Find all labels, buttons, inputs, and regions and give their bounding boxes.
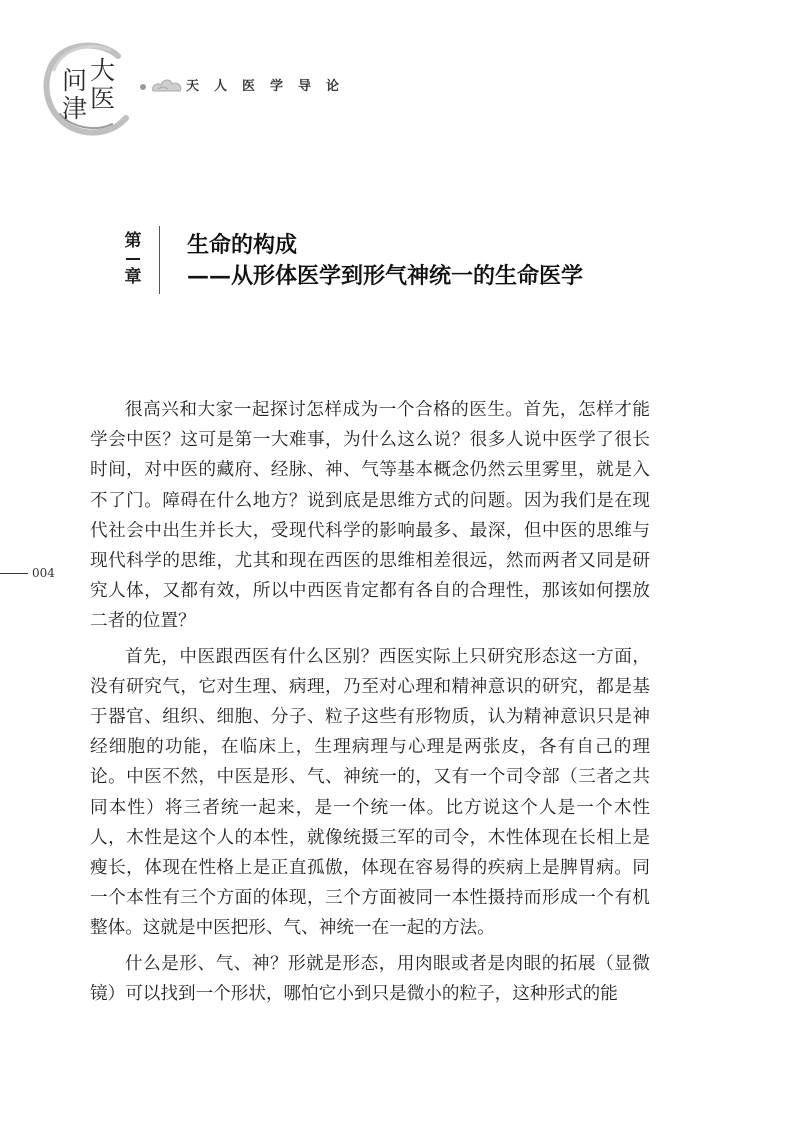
paragraph: 很高兴和大家一起探讨怎样成为一个合格的医生。首先，怎样才能学会中医？这可是第一大难事，为什么这么说？很多人说中医学了很长时间，对中医的藏府、经脉、神、气等基本概念仍然云里雾里，就是入不了门。障碍在什么地方？说到底是思维方式的问题。因为我们是在现代社会中出生并长大，受现代科学的影响最多、最深，但中医的思维与现代科学的思维，尤其和现在西医的思维相差很远，然而两者又同是研究人体，又都有效，所以中西医肯定都有各自的合理性，那该如何摆放二者的位置？ xyxy=(90,400,650,632)
page-number xyxy=(0,566,55,580)
chapter-label-top: 第 xyxy=(124,231,142,251)
paragraph: 首先，中医跟西医有什么区别？西医实际上只研究形态这一方面，没有研究气，它对生理、病理，乃至对心理和精神意识的研究，都是基于器官、组织、细胞、分子、粒子这些有形物质，认为精神意识只是神经细胞的功能，在临床上，生理病理与心理是两张皮，各有自己的理论。中医不然，中医是形、气、神统一的，又有一个司令部（三者之共同本性）将三者统一起来，是一个统一体。比方说这个人是一个木性人，木性是这个人的本性，就像统摄三军的司令，木性体现在长相上是瘦长，体现在性格上是正直孤傲，体现在容易得的疾病上是脾胃病。同一个本性有三个方面的体现，三个方面被同一本性摄持而形成一个有机整体。这就是中医把形、气、神统一在一起的方法。 xyxy=(90,646,650,939)
chapter-title: 生命的构成 xyxy=(187,232,298,258)
chapter-divider xyxy=(159,226,160,294)
chapter-label xyxy=(124,232,142,287)
body-text xyxy=(90,395,650,1014)
logo-char: 津 xyxy=(62,94,88,123)
header-dot xyxy=(140,84,146,90)
cloud-ornament-icon xyxy=(150,74,184,98)
paragraph: 什么是形、气、神？形就是形态，用肉眼或者是肉眼的拓展（显微镜）可以找到一个形状，哪怕它小到只是微小的粒子，这种形式的能 xyxy=(90,953,650,1004)
page-number-rule xyxy=(0,573,28,574)
page-number-text: 004 xyxy=(32,566,55,580)
logo-char: 医 xyxy=(90,84,116,113)
running-header-title: 天人医学导论 xyxy=(186,79,355,94)
publisher-logo xyxy=(40,38,140,138)
chapter-subtitle: ——从形体医学到形气神统一的生命医学 xyxy=(187,263,584,289)
chapter-label-bottom: 章 xyxy=(124,267,142,287)
logo-char: 大 xyxy=(90,56,116,85)
logo-char: 问 xyxy=(62,66,88,95)
chapter-number-mark xyxy=(126,258,140,260)
